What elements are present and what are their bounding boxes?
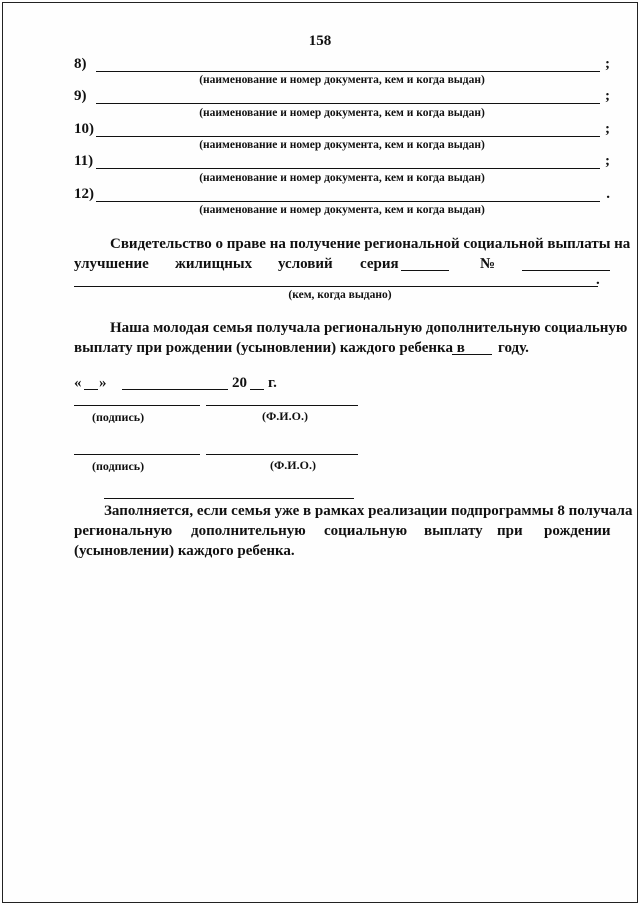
item-fill-line[interactable] — [96, 136, 600, 137]
family-year-field[interactable] — [452, 354, 492, 355]
footnote-separator — [104, 498, 354, 499]
certificate-issued-line[interactable] — [74, 286, 598, 287]
item-number: 11) — [74, 153, 94, 169]
footnote-word: дополнительную — [191, 523, 306, 539]
footnote-word: социальную — [324, 523, 408, 539]
certificate-word: серия — [360, 256, 399, 272]
item-number: 10) — [74, 121, 94, 137]
footnote-word: при — [497, 523, 523, 539]
item-row-9 — [74, 87, 610, 107]
doc-hint: (наименование и номер документа, кем и когда выдан) — [199, 139, 485, 151]
certificate-word: улучшение — [74, 256, 149, 272]
certificate-end-dot: . — [596, 272, 600, 288]
footnote-word: выплату — [424, 523, 483, 539]
item-number: 8) — [74, 56, 87, 72]
item-fill-line[interactable] — [96, 168, 600, 169]
item-end-mark: . — [606, 186, 610, 202]
page-number: 158 — [308, 33, 332, 49]
footnote-line-1: Заполняется, если семья уже в рамках реализации подпрограммы 8 получала — [104, 503, 633, 519]
certificate-hint: (кем, когда выдано) — [288, 289, 392, 301]
footnote-word: региональную — [74, 523, 173, 539]
item-fill-line[interactable] — [96, 103, 600, 104]
item-end-mark: ; — [605, 121, 610, 137]
fio-label-2: (Ф.И.О.) — [270, 458, 316, 472]
doc-hint: (наименование и номер документа, кем и когда выдан) — [199, 107, 485, 119]
date-open-quote: « — [74, 375, 82, 391]
date-day-field[interactable] — [84, 389, 98, 390]
date-year-suffix: г. — [268, 375, 277, 391]
signature-label-2: (подпись) — [92, 459, 145, 473]
footnote-word: рождении — [544, 523, 611, 539]
item-fill-line[interactable] — [96, 201, 600, 202]
item-row-10 — [74, 120, 610, 140]
family-line-1: Наша молодая семья получала региональную дополнительную социальную — [110, 320, 628, 336]
doc-hint: (наименование и номер документа, кем и когда выдан) — [199, 74, 485, 86]
signature-line-1[interactable] — [74, 405, 200, 406]
date-month-field[interactable] — [122, 389, 228, 390]
item-end-mark: ; — [605, 153, 610, 169]
item-row-11 — [74, 152, 610, 172]
family-line-2-start: выплату при рождении (усыновлении) каждого ребенка в — [74, 340, 465, 356]
item-end-mark: ; — [605, 56, 610, 72]
doc-hint: (наименование и номер документа, кем и когда выдан) — [199, 172, 485, 184]
certificate-word: условий — [278, 256, 333, 272]
item-row-12 — [74, 185, 610, 205]
date-close-quote: » — [99, 375, 107, 391]
item-number: 9) — [74, 88, 87, 104]
item-fill-line[interactable] — [96, 71, 600, 72]
fio-label-1: (Ф.И.О.) — [262, 409, 308, 423]
date-year-field[interactable] — [250, 389, 264, 390]
number-field[interactable] — [522, 270, 610, 271]
item-end-mark: ; — [605, 88, 610, 104]
date-year-prefix: 20 — [232, 375, 247, 391]
number-sign: № — [480, 256, 496, 272]
family-line-2-end: году. — [498, 340, 529, 356]
fio-line-1[interactable] — [206, 405, 358, 406]
item-row-8 — [74, 55, 610, 75]
footnote-line-3: (усыновлении) каждого ребенка. — [74, 543, 295, 559]
series-field[interactable] — [401, 270, 449, 271]
signature-label-1: (подпись) — [92, 410, 145, 424]
certificate-line-2 — [74, 256, 610, 276]
signature-line-2[interactable] — [74, 454, 200, 455]
footnote-line-2 — [74, 523, 610, 543]
fio-line-2[interactable] — [206, 454, 358, 455]
item-number: 12) — [74, 186, 94, 202]
certificate-line-1: Свидетельство о праве на получение региональной социальной выплаты на — [110, 236, 631, 252]
doc-hint: (наименование и номер документа, кем и когда выдан) — [199, 204, 485, 216]
certificate-word: жилищных — [175, 256, 253, 272]
